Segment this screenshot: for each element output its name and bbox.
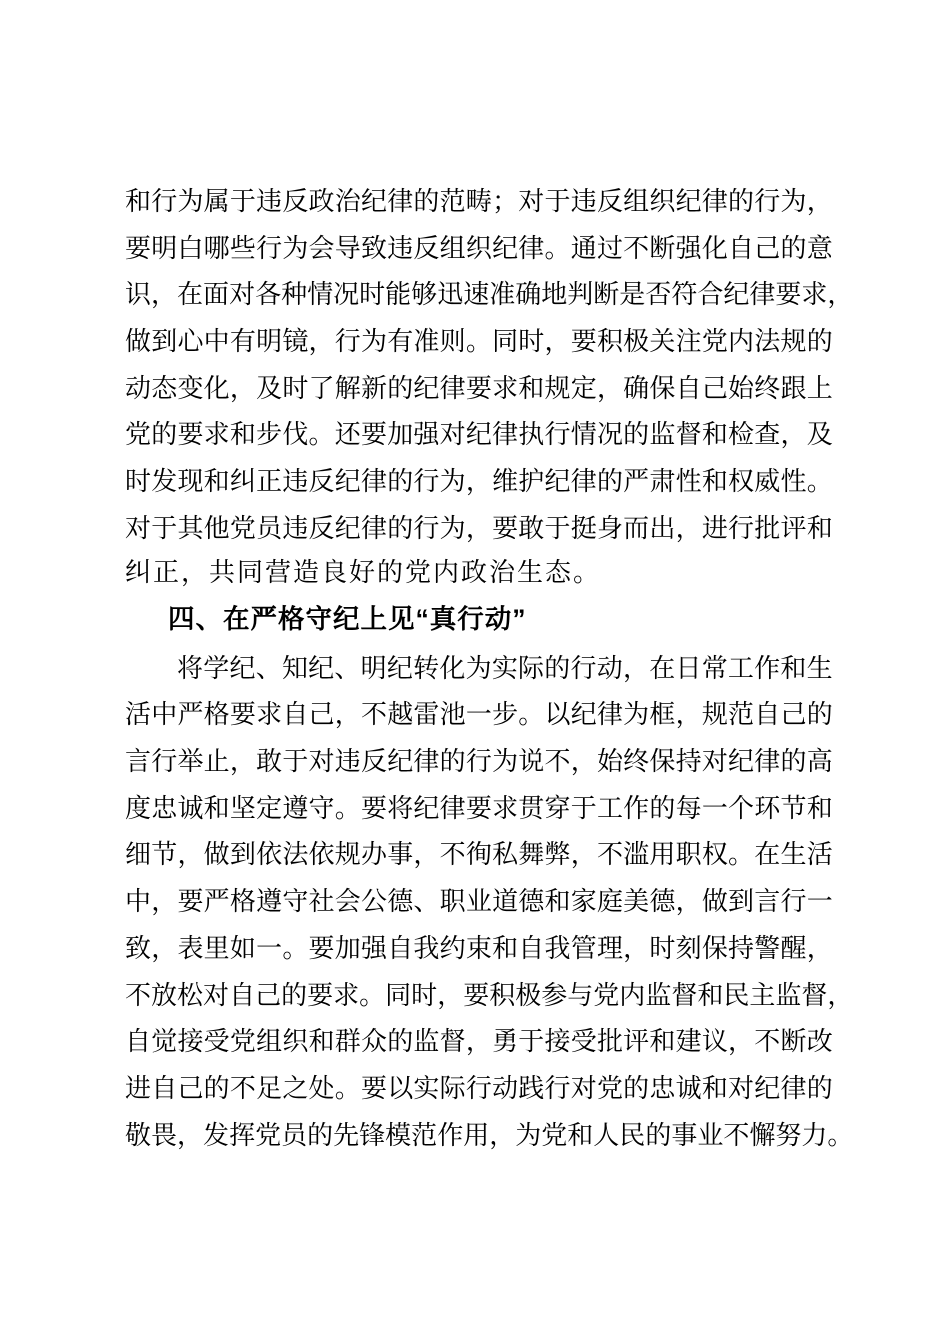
text-line: 不 放 松 对 自 己 的 要 求 。 同 时 ， 要 积 极 参 与 党 内 监 督 和 民 主 监 督 ， xyxy=(125,980,854,1010)
text-line: 活 中 严 格 要 求 自 己 ， 不 越 雷 池 一 步 。 以 纪 律 为 框 ， 规 范 自 己 的 xyxy=(125,700,833,730)
document-body xyxy=(125,176,854,1156)
text-line: 进 自 己 的 不 足 之 处 。 要 以 实 际 行 动 践 行 对 党 的 忠 诚 和 对 纪 律 的 xyxy=(125,1073,833,1103)
text-line: 时 发 现 和 纠 正 违 反 纪 律 的 行 为 ， 维 护 纪 律 的 严 肃 性 和 权 威 性 。 xyxy=(125,466,833,496)
text-line: 纠正，共同营造良好的党内政治生态。 xyxy=(125,557,602,587)
text-line: 自 觉 接 受 党 组 织 和 群 众 的 监 督 ， 勇 于 接 受 批 评 和 建 议 ， 不 断 改 xyxy=(125,1027,833,1057)
text-line: 中 ， 要 严 格 遵 守 社 会 公 德 、 职 业 道 德 和 家 庭 美 德 ， 做 到 言 行 一 xyxy=(125,887,833,917)
text-line: 将 学 纪 、 知 纪 、 明 纪 转 化 为 实 际 的 行 动 ， 在 日 常 工 作 和 生 xyxy=(177,653,833,683)
text-line: 敬 畏 ， 发 挥 党 员 的 先 锋 模 范 作 用 ， 为 党 和 人 民 的 事 业 不 懈 努 力 。 xyxy=(125,1120,854,1150)
text-line: 动 态 变 化 ， 及 时 了 解 新 的 纪 律 要 求 和 规 定 ， 确 保 自 己 始 终 跟 上 xyxy=(125,373,833,403)
text-line: 度 忠 诚 和 坚 定 遵 守 。 要 将 纪 律 要 求 贯 穿 于 工 作 的 每 一 个 环 节 和 xyxy=(125,793,833,823)
text-line: 致 ， 表 里 如 一 。 要 加 强 自 我 约 束 和 自 我 管 理 ， 时 刻 保 持 警 醒 ， xyxy=(125,933,833,963)
text-line: 言 行 举 止 ， 敢 于 对 违 反 纪 律 的 行 为 说 不 ， 始 终 保 持 对 纪 律 的 高 xyxy=(125,747,833,777)
text-line: 和 行 为 属 于 违 反 政 治 纪 律 的 范 畴 ； 对 于 违 反 组 织 纪 律 的 行 为 ， xyxy=(125,186,833,216)
text-line: 细 节 ， 做 到 依 法 依 规 办 事 ， 不 徇 私 舞 弊 ， 不 滥 用 职 权 。 在 生 活 xyxy=(125,840,833,870)
text-line: 做 到 心 中 有 明 镜 ， 行 为 有 准 则 。 同 时 ， 要 积 极 关 注 党 内 法 规 的 xyxy=(125,326,833,356)
text-line: 要 明 白 哪 些 行 为 会 导 致 违 反 组 织 纪 律 。 通 过 不 断 强 化 自 己 的 意 xyxy=(125,233,833,263)
text-line: 识 ， 在 面 对 各 种 情 况 时 能 够 迅 速 准 确 地 判 断 是 否 符 合 纪 律 要 求 ， xyxy=(125,280,854,310)
section-heading: 四、在严格守纪上见“真行动” xyxy=(168,604,527,635)
text-line: 党 的 要 求 和 步 伐 。 还 要 加 强 对 纪 律 执 行 情 况 的 监 督 和 检 查 ， 及 xyxy=(125,420,833,450)
text-line: 对 于 其 他 党 员 违 反 纪 律 的 行 为 ， 要 敢 于 挺 身 而 出 ， 进 行 批 评 和 xyxy=(125,513,833,543)
